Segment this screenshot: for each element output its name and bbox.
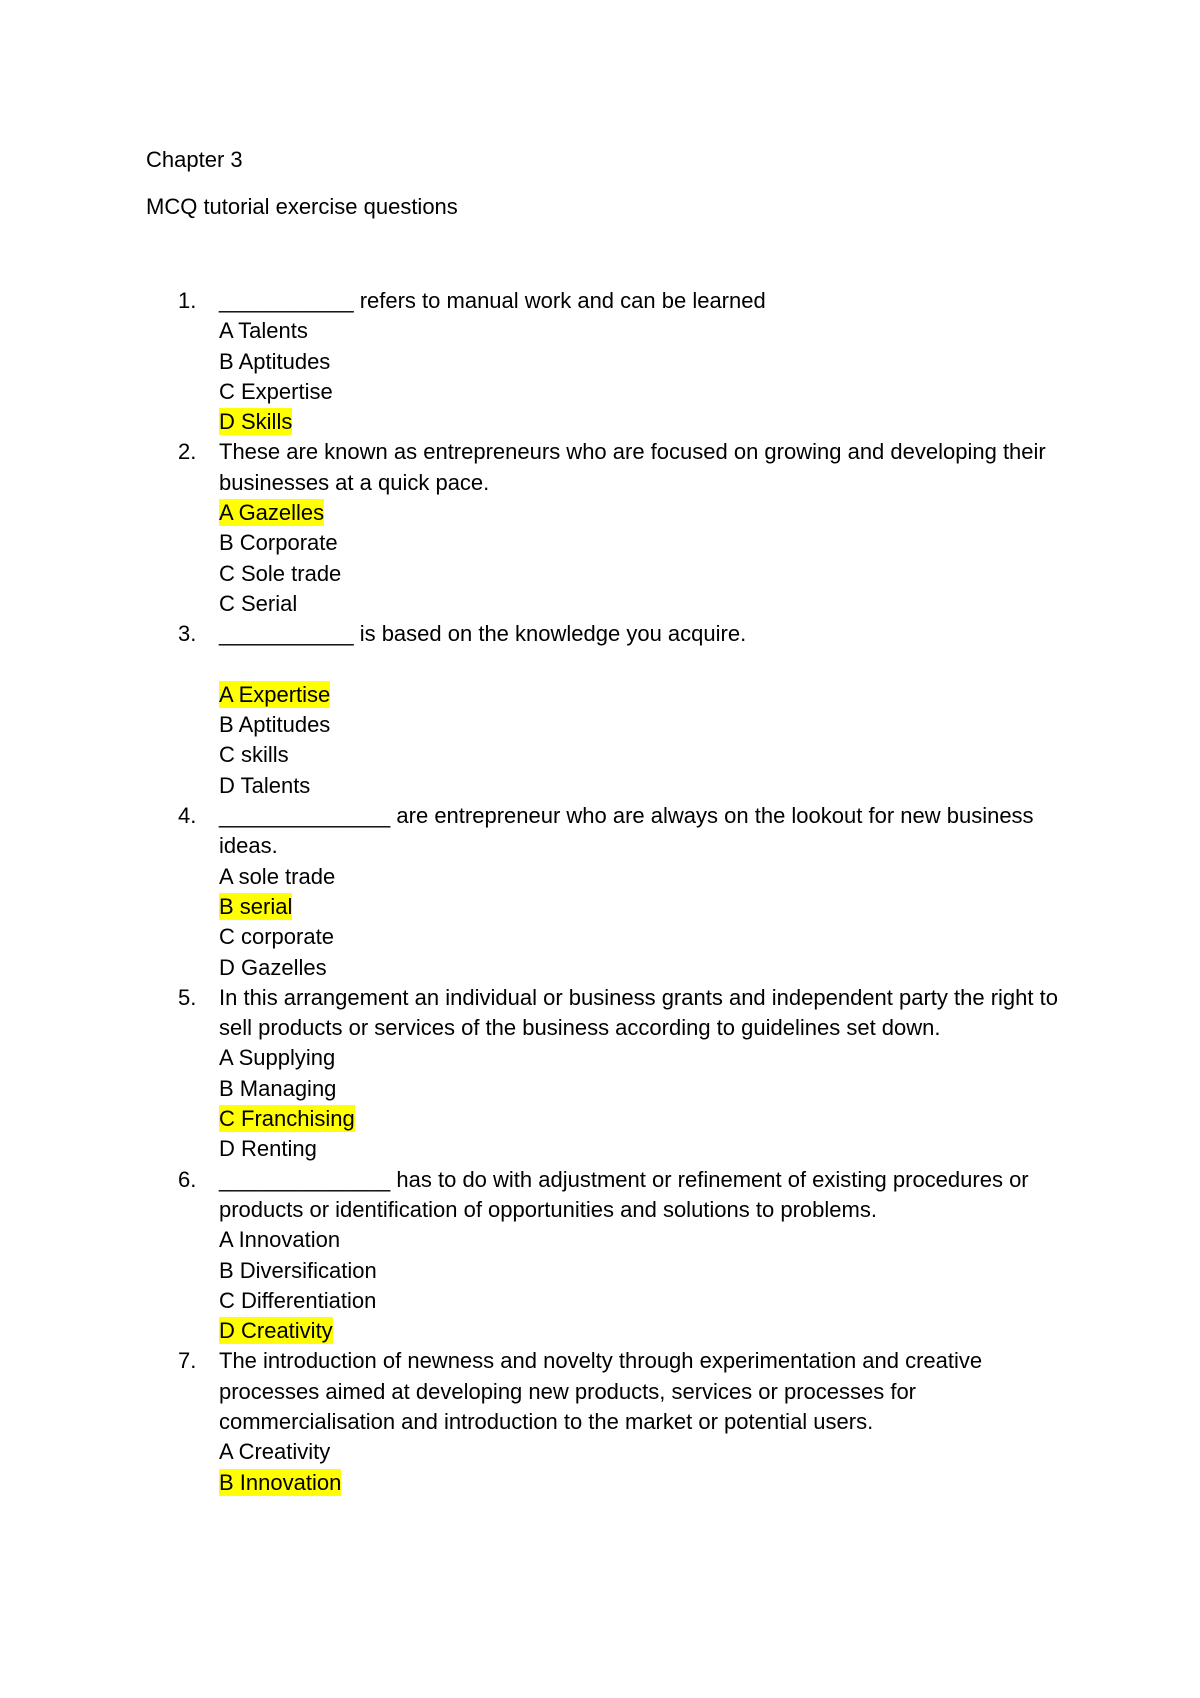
chapter-title: Chapter 3 [146, 147, 243, 172]
option-d: D Talents [219, 772, 311, 798]
option-a: A Supplying [219, 1045, 336, 1071]
option-d: D Gazelles [219, 954, 327, 980]
question-number: 5. [178, 984, 197, 1010]
option-d: D Renting [219, 1136, 317, 1162]
question-number: 6. [178, 1166, 197, 1192]
question-number: 7. [178, 1348, 197, 1374]
question-5 [178, 983, 1058, 1165]
question-number: 1. [178, 288, 197, 313]
option-d-answer: D Skills [219, 409, 293, 435]
question-number: 2. [178, 439, 197, 465]
option-b: B Aptitudes [219, 348, 331, 374]
option-c: C Sole trade [219, 560, 342, 586]
question-2 [178, 437, 1058, 619]
question-number: 3. [178, 621, 197, 647]
question-text: In this arrangement an individual or business grants and independent party the right to sell products or services of the business according to guidelines set down. [219, 984, 1058, 1041]
option-c: C corporate [219, 924, 334, 950]
option-a-answer: A Gazelles [219, 500, 325, 526]
option-c-answer: C Franchising [219, 1106, 355, 1132]
blank-line [219, 650, 1058, 680]
option-a: A Creativity [219, 1439, 331, 1465]
option-a: A sole trade [219, 863, 336, 889]
question-text: ______________ has to do with adjustment or refinement of existing procedures or products or identification of opportunities and solutions to problems. [219, 1166, 1029, 1222]
question-number: 4. [178, 803, 197, 829]
option-a: A Talents [219, 318, 308, 344]
question-text: ______________ are entrepreneur who are always on the lookout for new business ideas. [219, 803, 1034, 859]
option-a-answer: A Expertise [219, 681, 331, 707]
option-b-answer: B serial [219, 893, 293, 919]
option-b-answer: B Innovation [219, 1469, 342, 1495]
option-b: B Diversification [219, 1257, 377, 1283]
option-c: C skills [219, 742, 289, 768]
document-subtitle: MCQ tutorial exercise questions [146, 194, 458, 219]
question-text: ___________ is based on the knowledge you acquire. [219, 621, 747, 647]
option-c-serial: C Serial [219, 590, 298, 616]
question-4 [178, 801, 1058, 983]
option-c: C Differentiation [219, 1287, 377, 1313]
option-d-answer: D Creativity [219, 1318, 333, 1344]
option-a: A Innovation [219, 1227, 341, 1253]
option-b: B Aptitudes [219, 712, 331, 738]
option-b: B Managing [219, 1075, 337, 1101]
question-6 [178, 1165, 1058, 1347]
question-text: These are known as entrepreneurs who are focused on growing and developing their businesses at a quick pace. [219, 439, 1046, 495]
question-1 [178, 286, 1058, 437]
option-b: B Corporate [219, 530, 338, 556]
question-3 [178, 619, 1058, 801]
option-c: C Expertise [219, 378, 333, 404]
question-7 [178, 1346, 1058, 1497]
question-text: The introduction of newness and novelty through experimentation and creative processes aimed at developing new products, services or processes for commercialisation and introduction to the market or potential users. [219, 1348, 983, 1434]
question-list [178, 286, 1058, 1498]
question-text: ___________ refers to manual work and can be learned [219, 288, 766, 313]
